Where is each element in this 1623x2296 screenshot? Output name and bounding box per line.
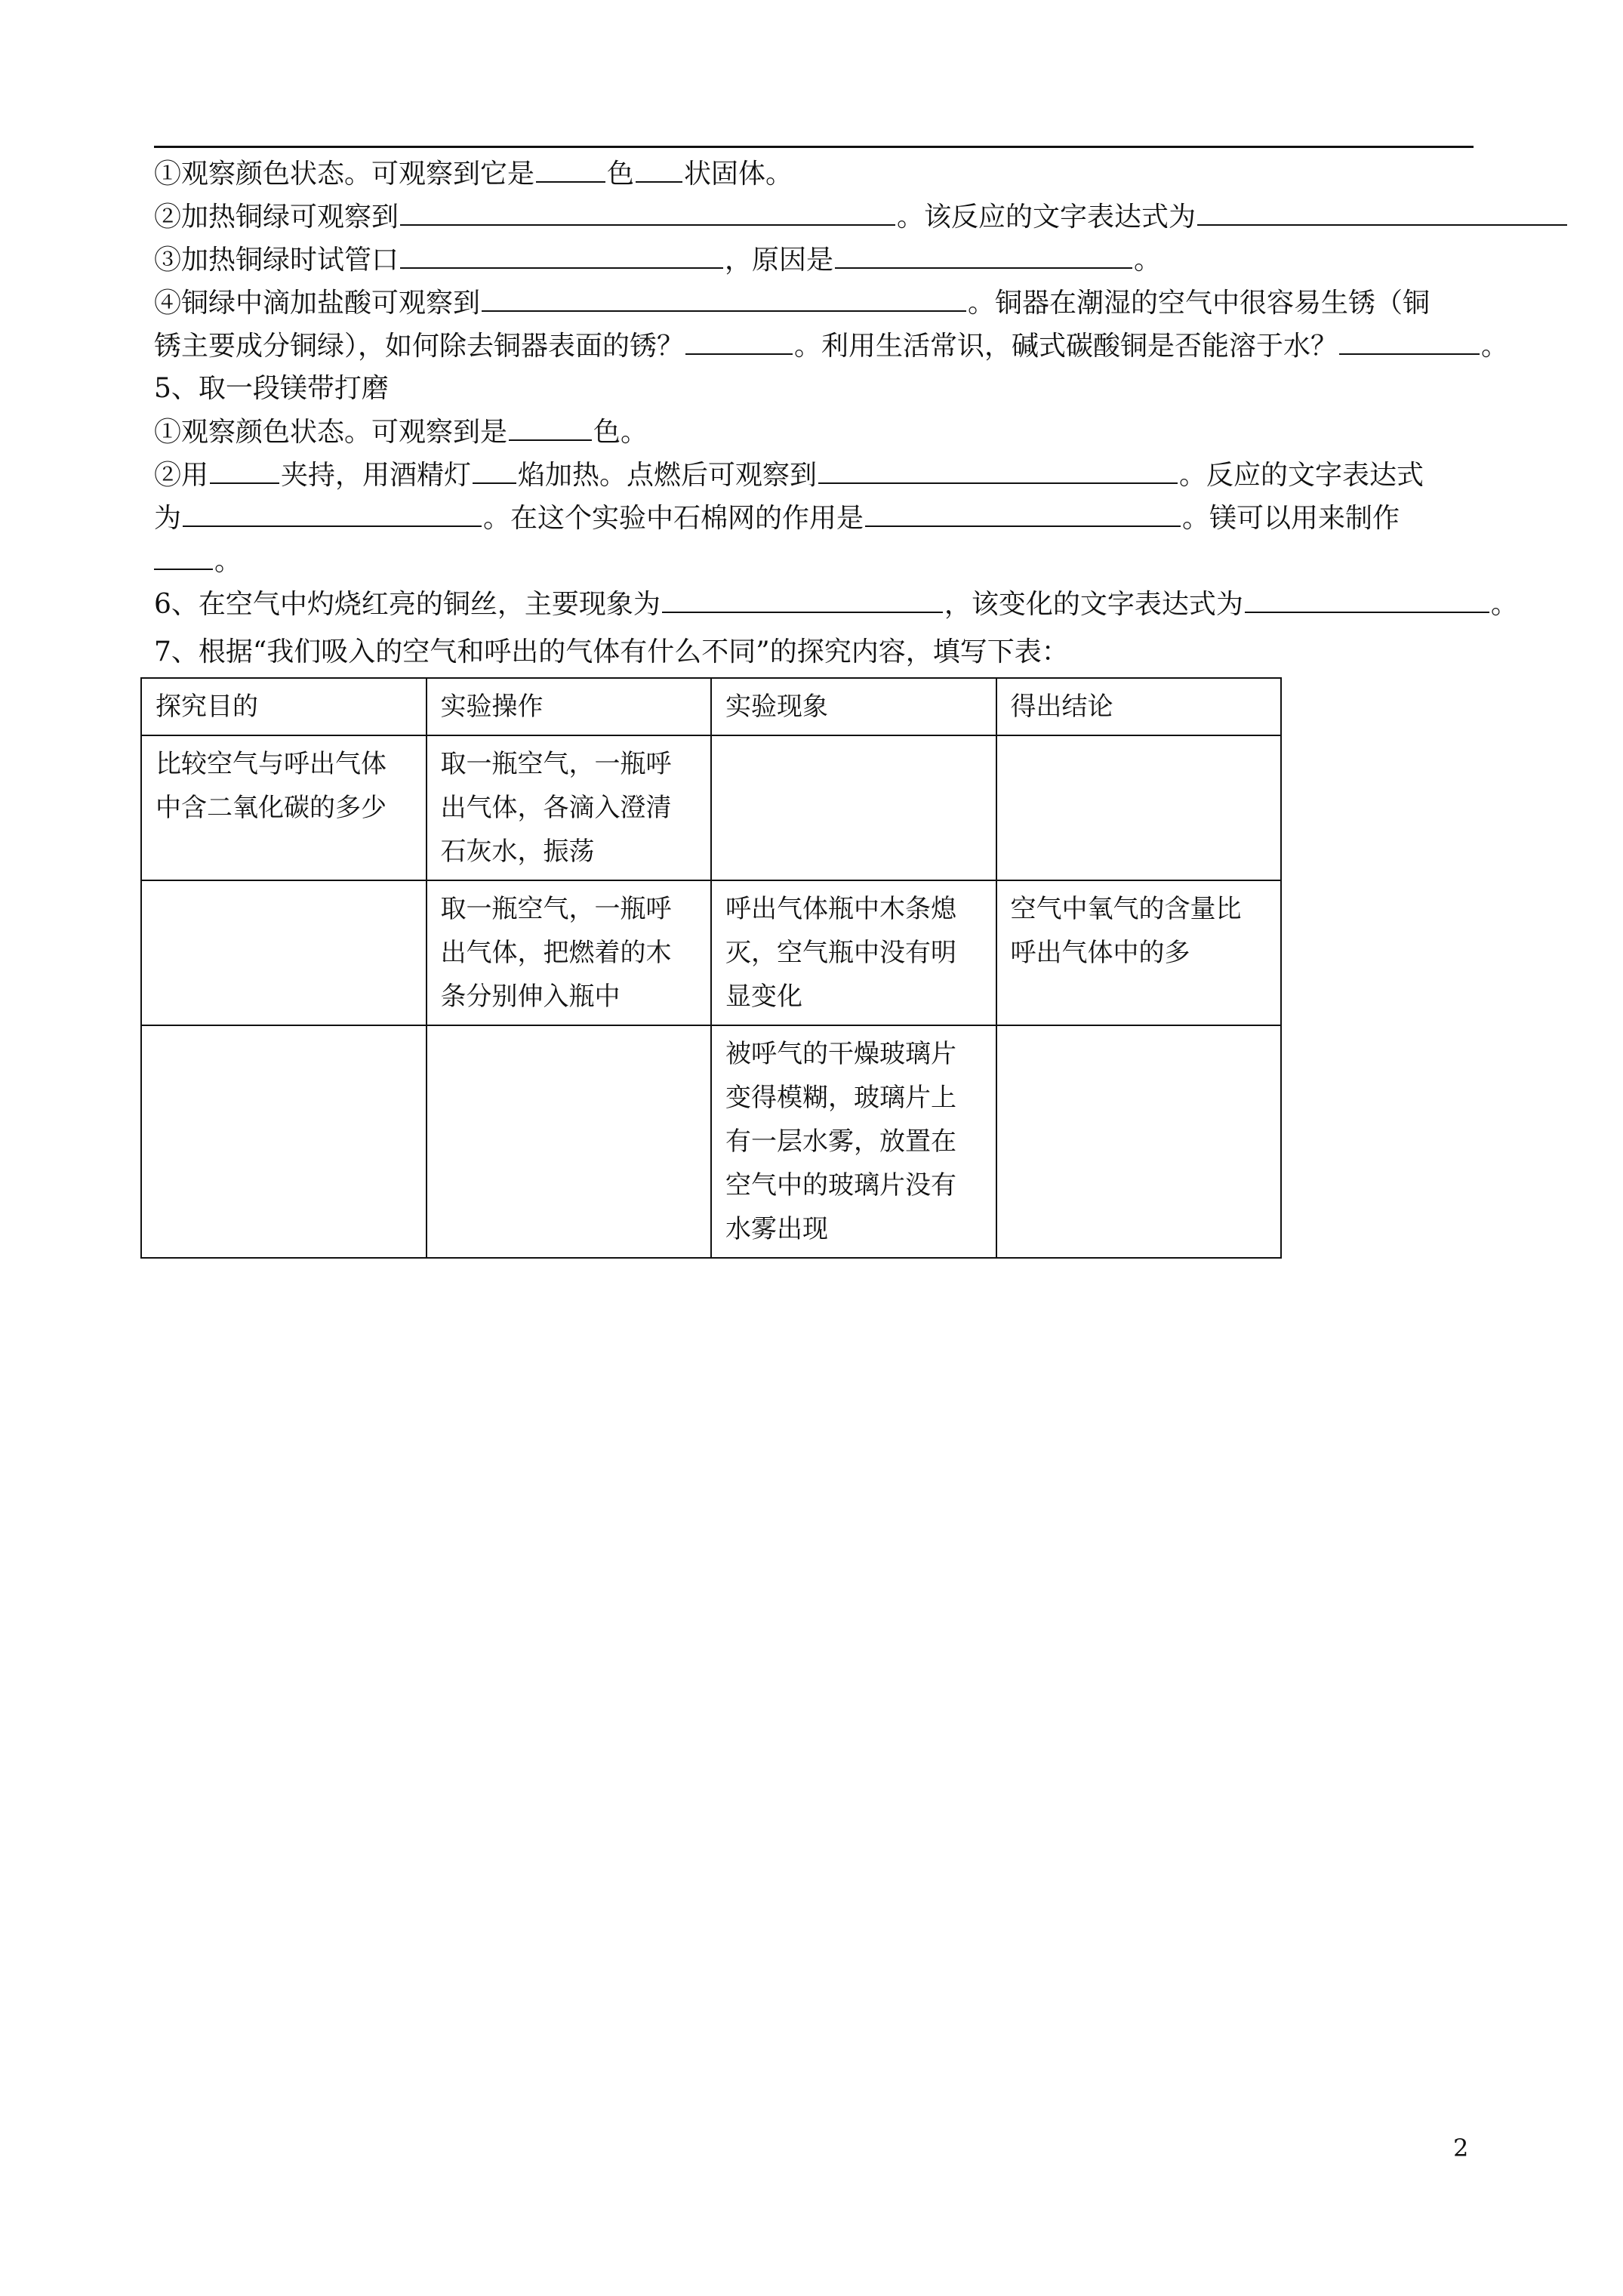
blank-tube-mouth[interactable]	[400, 242, 723, 269]
cell-phenomenon: 被呼气的干燥玻璃片变得模糊，玻璃片上有一层水雾，放置在空气中的玻璃片没有水雾出现	[711, 1025, 996, 1258]
cell-operation: 取一瓶空气，一瓶呼出气体，各滴入澄清石灰水，振荡	[427, 735, 712, 880]
line-remove-rust: 锈主要成分铜绿），如何除去铜器表面的锈？ 。利用生活常识，碱式碳酸铜是否能溶于水？ 。	[154, 328, 1508, 365]
table-row	[141, 880, 1281, 1025]
header-conclusion: 得出结论	[996, 678, 1282, 735]
cell-phenomenon: 呼出气体瓶中木条熄灭，空气瓶中没有明显变化	[711, 880, 996, 1025]
blank-reason[interactable]	[835, 242, 1132, 269]
blank-asbestos-role[interactable]	[865, 500, 1181, 527]
blank-magnesium-expression[interactable]	[183, 500, 482, 527]
blank-burn-observation[interactable]	[818, 457, 1178, 484]
header-purpose: 探究目的	[141, 678, 427, 735]
cell-purpose[interactable]	[141, 880, 427, 1025]
table-row	[141, 1025, 1281, 1258]
cell-phenomenon[interactable]	[711, 735, 996, 880]
blank-state[interactable]	[636, 156, 682, 183]
cell-purpose[interactable]	[141, 1025, 427, 1258]
line-observe-color: ①观察颜色状态。可观察到它是 色 状固体。	[154, 156, 793, 193]
header-operation: 实验操作	[427, 678, 712, 735]
line-magnesium-title: 5、取一段镁带打磨	[154, 373, 389, 404]
blank-flame[interactable]	[473, 457, 516, 484]
blank-soluble[interactable]	[1339, 328, 1480, 355]
cell-conclusion: 空气中氧气的含量比呼出气体中的多	[996, 880, 1282, 1025]
cell-conclusion[interactable]	[996, 1025, 1282, 1258]
line-table-intro: 7、根据“我们吸入的空气和呼出的气体有什么不同”的探究内容，填写下表：	[154, 636, 1069, 667]
header-rule	[154, 146, 1474, 148]
blank-holder[interactable]	[210, 457, 279, 484]
line-magnesium-burn: ②用 夹持，用酒精灯 焰加热。点燃后可观察到 。反应的文字表达式	[154, 457, 1424, 494]
blank-copper-observation[interactable]	[662, 586, 943, 613]
cell-operation: 取一瓶空气，一瓶呼出气体，把燃着的木条分别伸入瓶中	[427, 880, 712, 1025]
blank-heat-observation[interactable]	[400, 199, 895, 226]
cell-purpose: 比较空气与呼出气体中含二氧化碳的多少	[141, 735, 427, 880]
cell-operation[interactable]	[427, 1025, 712, 1258]
inquiry-table	[140, 677, 1282, 1259]
cell-conclusion[interactable]	[996, 735, 1282, 880]
header-phenomenon: 实验现象	[711, 678, 996, 735]
blank-acid-observation[interactable]	[482, 285, 966, 312]
table-row	[141, 735, 1281, 880]
blank-magnesium-color[interactable]	[509, 414, 592, 441]
page-number: 2	[1453, 2134, 1469, 2162]
blank-remove-rust[interactable]	[685, 328, 793, 355]
blank-copper-expression[interactable]	[1245, 586, 1489, 613]
line-magnesium-expression: 为 。在这个实验中石棉网的作用是 。镁可以用来制作	[154, 500, 1400, 537]
blank-magnesium-use[interactable]	[154, 543, 213, 570]
blank-heat-expression[interactable]	[1197, 199, 1567, 226]
line-heat-verdigris: ②加热铜绿可观察到 。该反应的文字表达式为	[154, 199, 1569, 236]
blank-color[interactable]	[536, 156, 605, 183]
line-magnesium-use: 。	[154, 543, 242, 580]
line-tube-mouth: ③加热铜绿时试管口 ，原因是 。	[154, 242, 1161, 279]
line-hydrochloric-acid: ④铜绿中滴加盐酸可观察到 。铜器在潮湿的空气中很容易生锈（铜	[154, 285, 1430, 322]
line-copper-wire: 6、在空气中灼烧红亮的铜丝，主要现象为 ，该变化的文字表达式为 。	[154, 586, 1518, 623]
line-magnesium-color: ①观察颜色状态。可观察到是 色。	[154, 414, 648, 451]
table-header-row	[141, 678, 1281, 735]
